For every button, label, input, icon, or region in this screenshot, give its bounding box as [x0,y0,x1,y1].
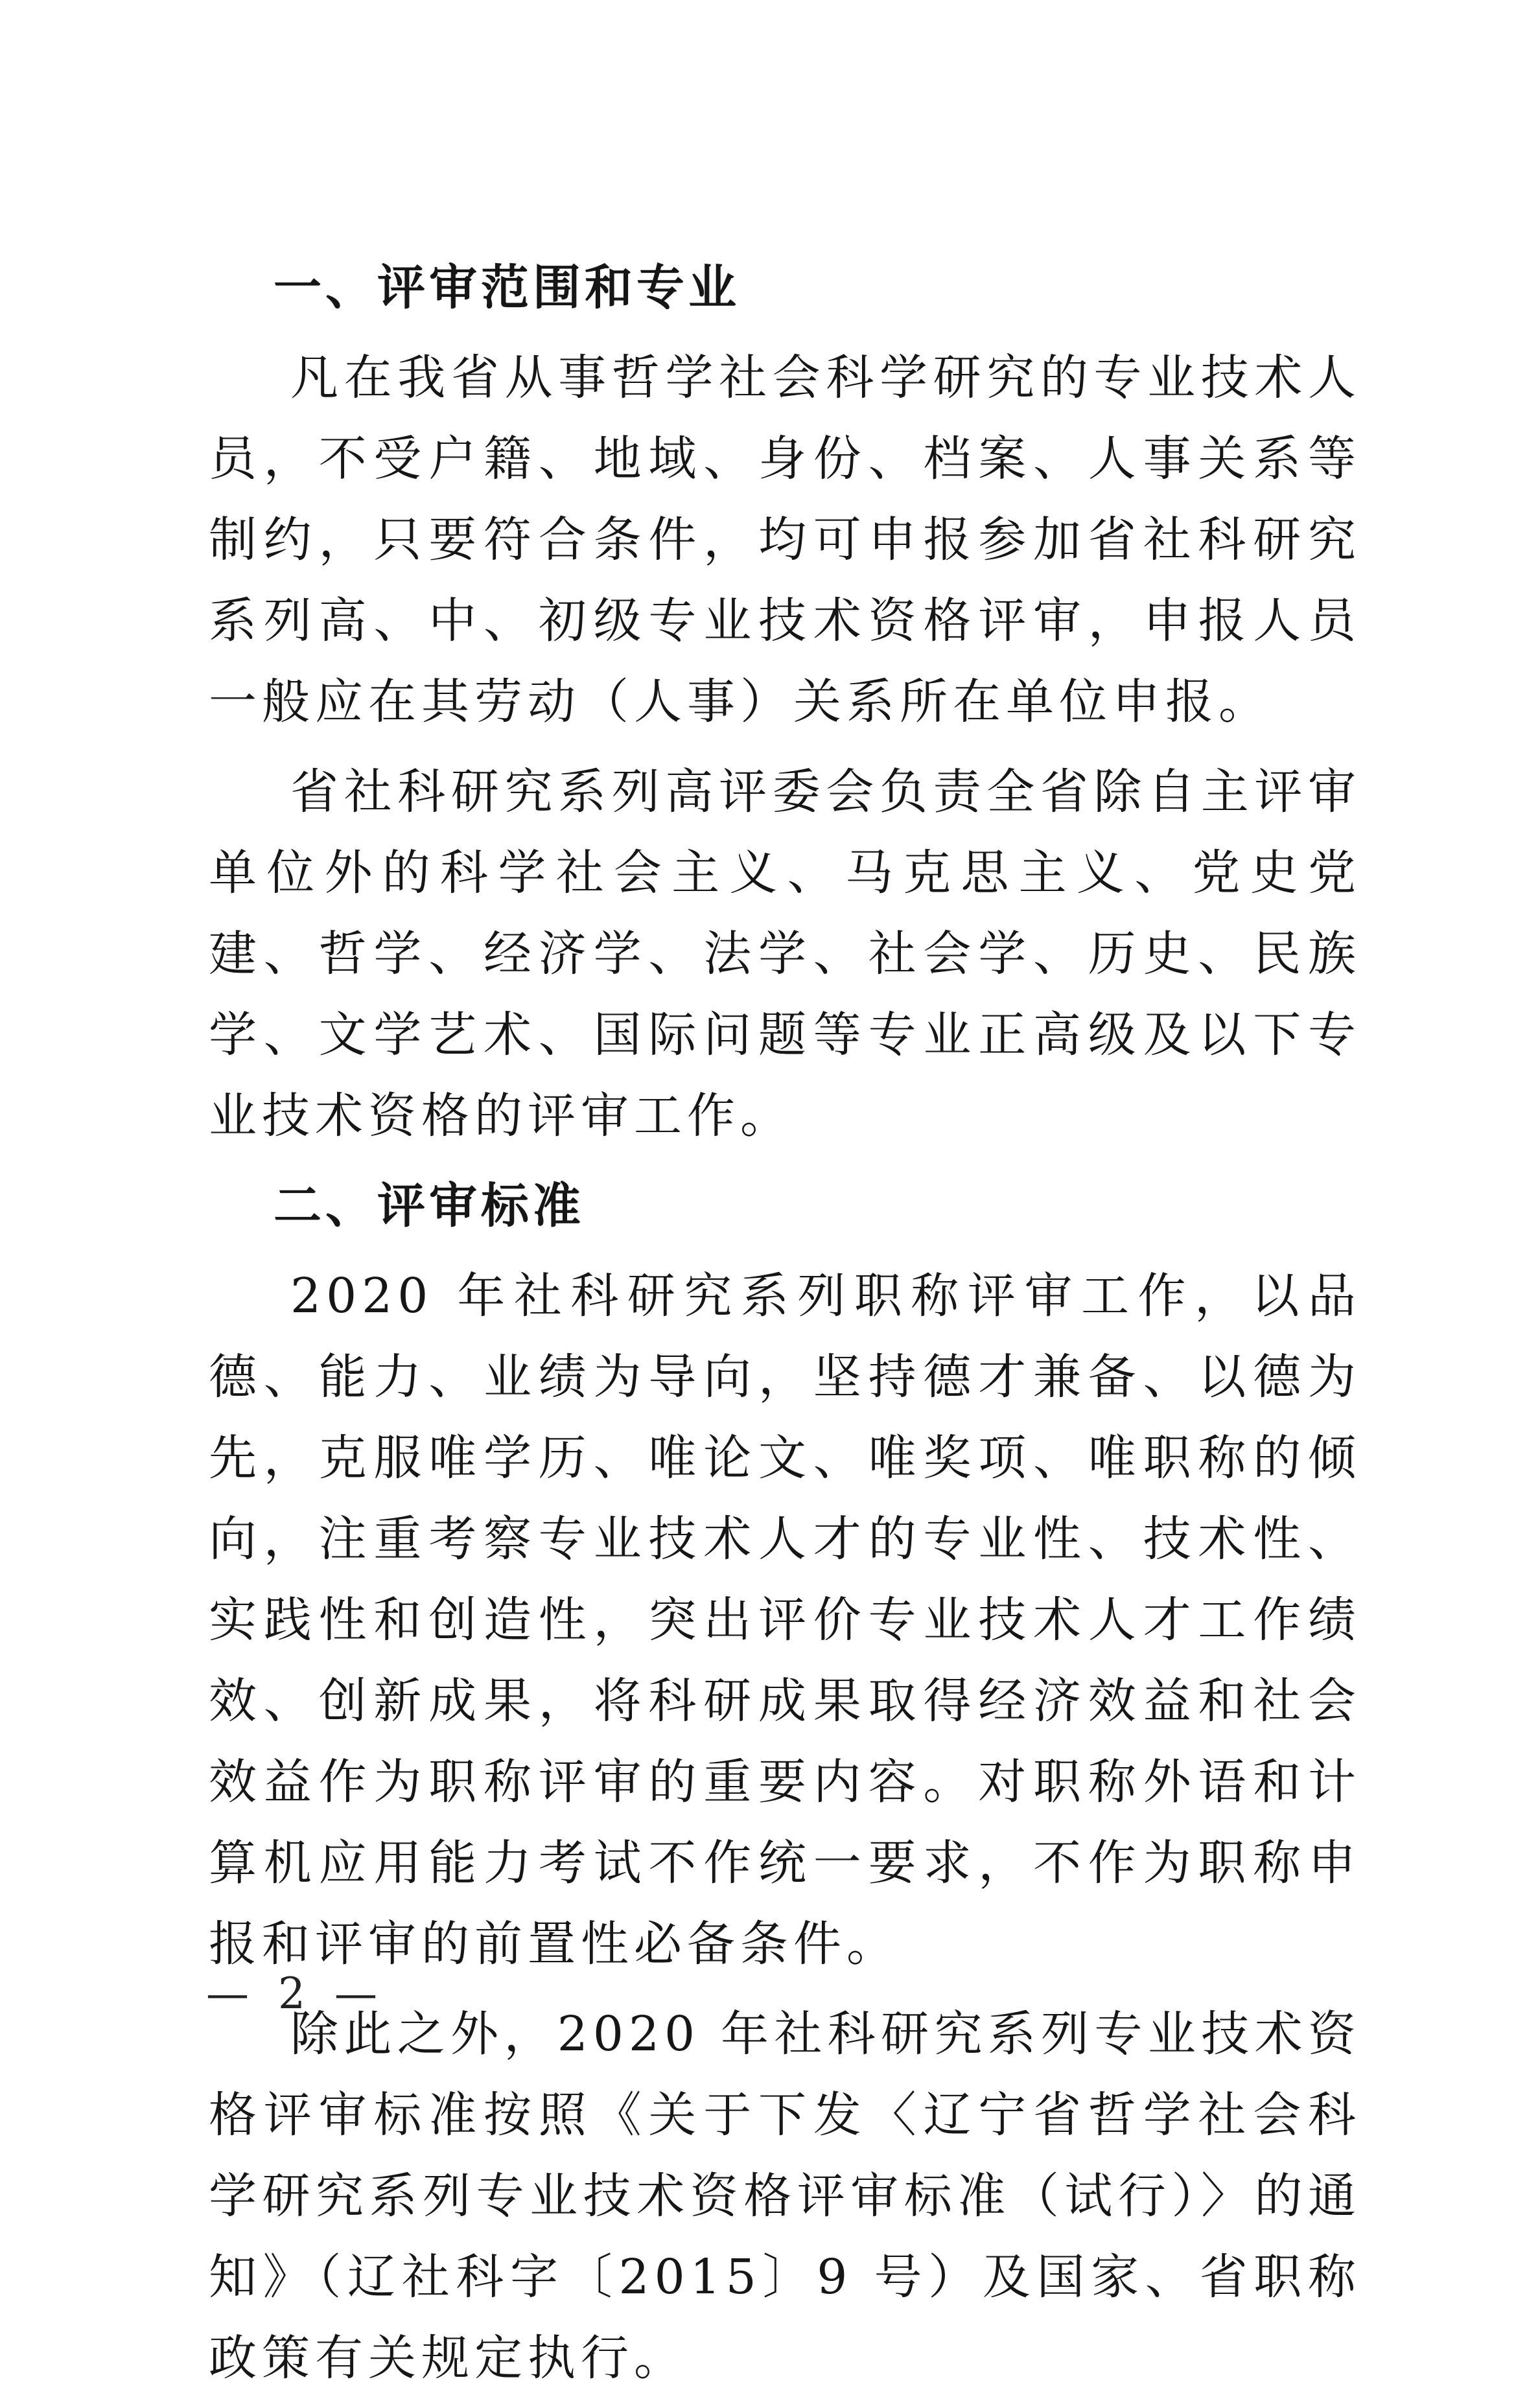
paragraph-scope-committee: 省社科研究系列高评委会负责全省除自主评审单位外的科学社会主义、马克思主义、党史党建、哲学、经济学、法学、社会学、历史、民族学、文学艺术、国际问题等专业正高级及以下专业技术资格的评审工作。 [209,764,1361,1144]
paragraph-standards-orientation: 2020 年社科研究系列职称评审工作，以品德、能力、业绩为导向，坚持德才兼备、以德为先，克服唯学历、唯论文、唯奖项、唯职称的倾向，注重考察专业技术人才的专业性、技术性、实践性和创造性，突出评价专业技术人才工作绩效、创新成果，将科研成果取得经济效益和社会效益作为职称评审的重要内容。对职称外语和计算机应用能力考试不作统一要求，不作为职称申报和评审的前置性必备条件。 [209,1268,1361,1972]
paragraph-scope-applicants: 凡在我省从事哲学社会科学研究的专业技术人员，不受户籍、地域、身份、档案、人事关系等制约，只要符合条件，均可申报参加省社科研究系列高、中、初级专业技术资格评审，申报人员一般应在其劳动（人事）关系所在单位申报。 [209,350,1361,730]
page-number: — 2 — [206,1969,385,2019]
section-heading-scope: 一、评审范围和专业 [274,260,740,316]
section-heading-standards: 二、评审标准 [274,1178,585,1234]
document-body [209,248,1361,2408]
paragraph-standards-reference: 除此之外，2020 年社科研究系列专业技术资格评审标准按照《关于下发〈辽宁省哲学社会科学研究系列专业技术资格评审标准（试行）〉的通知》（辽社科字〔2015〕9 号）及国家、省职称政策有关规定执行。 [209,2006,1361,2386]
